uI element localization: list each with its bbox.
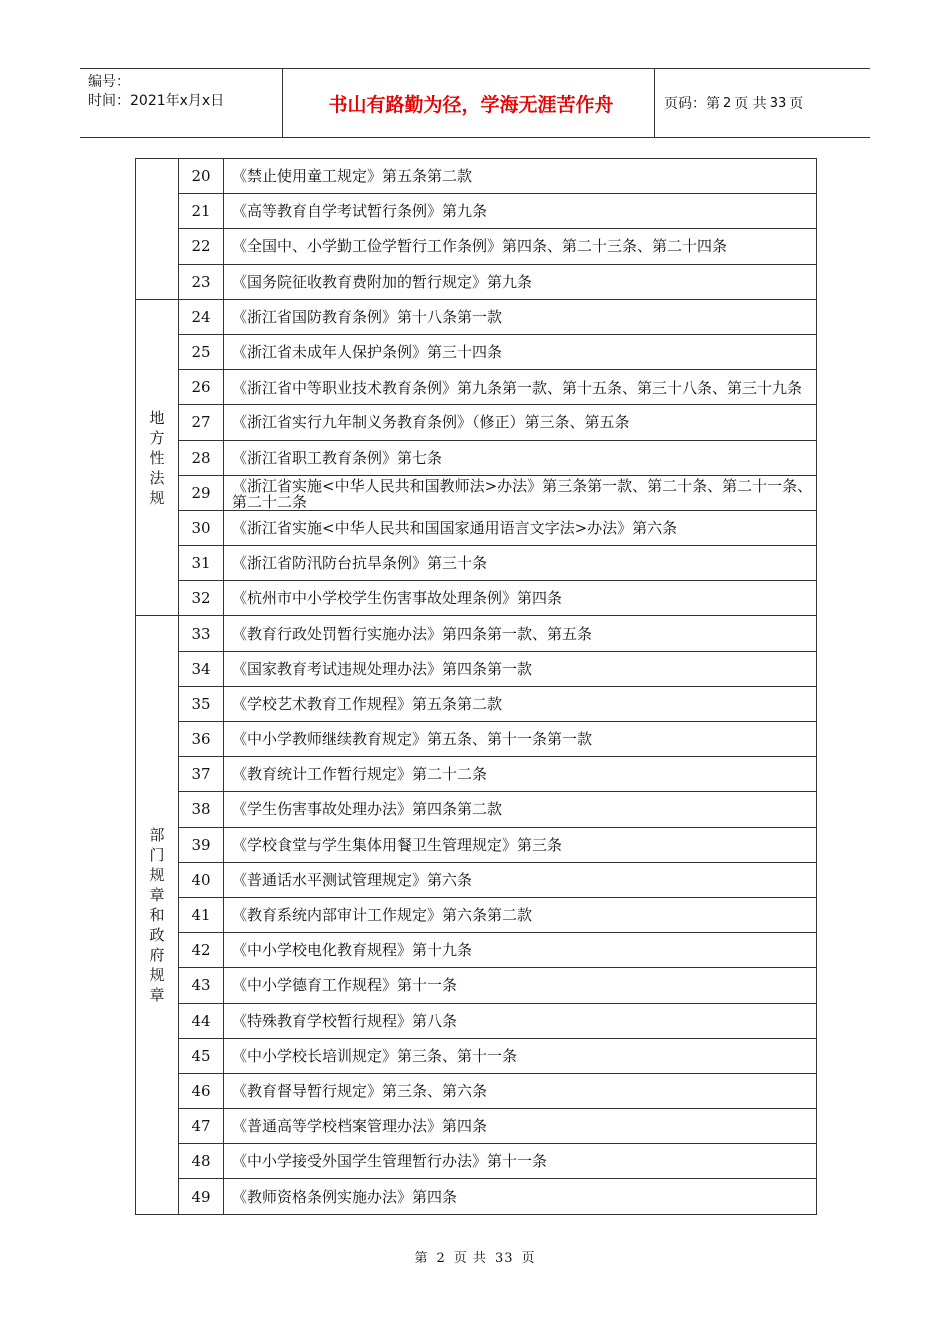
row-text: 《浙江省职工教育条例》第七条 <box>224 440 817 475</box>
row-number: 48 <box>179 1144 224 1179</box>
category-cell-blank <box>136 159 179 300</box>
category-cell-dept <box>136 616 179 1214</box>
row-number: 44 <box>179 1003 224 1038</box>
page-header <box>80 68 870 138</box>
table-row <box>136 405 817 440</box>
table-row <box>136 1073 817 1108</box>
row-number: 35 <box>179 686 224 721</box>
table-row <box>136 933 817 968</box>
header-meta <box>88 73 224 111</box>
row-text: 《中小学校长培训规定》第三条、第十一条 <box>224 1038 817 1073</box>
row-number: 36 <box>179 722 224 757</box>
footer-mid: 页 共 <box>453 1251 487 1266</box>
table-row <box>136 1038 817 1073</box>
table-row <box>136 264 817 299</box>
table-row <box>136 722 817 757</box>
table-row <box>136 651 817 686</box>
row-number: 39 <box>179 827 224 862</box>
table-row <box>136 616 817 651</box>
row-text: 《全国中、小学勤工俭学暂行工作条例》第四条、第二十三条、第二十四条 <box>224 229 817 264</box>
row-text: 《杭州市中小学校学生伤害事故处理条例》第四条 <box>224 581 817 616</box>
table-row <box>136 792 817 827</box>
row-text: 《普通话水平测试管理规定》第六条 <box>224 862 817 897</box>
row-number: 45 <box>179 1038 224 1073</box>
header-page-mid: 页 共 <box>734 96 767 112</box>
header-page-current: 2 <box>723 95 732 111</box>
row-number: 33 <box>179 616 224 651</box>
row-number: 25 <box>179 334 224 369</box>
table-row <box>136 968 817 1003</box>
row-number: 28 <box>179 440 224 475</box>
row-text: 《学校食堂与学生集体用餐卫生管理规定》第三条 <box>224 827 817 862</box>
row-text: 《学校艺术教育工作规程》第五条第二款 <box>224 686 817 721</box>
row-number: 31 <box>179 546 224 581</box>
row-text: 《国务院征收教育费附加的暂行规定》第九条 <box>224 264 817 299</box>
row-number: 24 <box>179 299 224 334</box>
table-row <box>136 299 817 334</box>
row-text: 《中小学接受外国学生管理暂行办法》第十一条 <box>224 1144 817 1179</box>
table-row <box>136 440 817 475</box>
row-number: 42 <box>179 933 224 968</box>
row-text: 《浙江省实施<中华人民共和国国家通用语言文字法>办法》第六条 <box>224 510 817 545</box>
row-text: 《中小学教师继续教育规定》第五条、第十一条第一款 <box>224 722 817 757</box>
table-row <box>136 1109 817 1144</box>
row-text: 《教育统计工作暂行规定》第二十二条 <box>224 757 817 792</box>
header-motto: 书山有路勤为径，学海无涯苦作舟 <box>328 93 614 116</box>
row-text: 《学生伤害事故处理办法》第四条第二款 <box>224 792 817 827</box>
header-divider <box>282 69 283 137</box>
row-text: 《禁止使用童工规定》第五条第二款 <box>224 159 817 194</box>
law-table-body <box>136 159 817 1215</box>
row-text: 《特殊教育学校暂行规程》第八条 <box>224 1003 817 1038</box>
row-number: 23 <box>179 264 224 299</box>
row-number: 43 <box>179 968 224 1003</box>
row-text: 《教育行政处罚暂行实施办法》第四条第一款、第五条 <box>224 616 817 651</box>
row-text: 《浙江省国防教育条例》第十八条第一款 <box>224 299 817 334</box>
row-number: 29 <box>179 475 224 510</box>
row-number: 27 <box>179 405 224 440</box>
row-text: 《教育督导暂行规定》第三条、第六条 <box>224 1073 817 1108</box>
table-row <box>136 827 817 862</box>
table-row <box>136 862 817 897</box>
row-number: 38 <box>179 792 224 827</box>
row-number: 37 <box>179 757 224 792</box>
row-number: 30 <box>179 510 224 545</box>
footer-page-total: 33 <box>494 1251 514 1266</box>
row-number: 26 <box>179 370 224 405</box>
table-row <box>136 546 817 581</box>
table-row <box>136 159 817 194</box>
table-row <box>136 510 817 545</box>
row-text: 《浙江省中等职业技术教育条例》第九条第一款、第十五条、第三十八条、第三十九条 <box>224 370 817 405</box>
row-number: 41 <box>179 897 224 932</box>
footer-page-current: 2 <box>436 1251 446 1266</box>
row-number: 21 <box>179 194 224 229</box>
row-number: 22 <box>179 229 224 264</box>
row-number: 32 <box>179 581 224 616</box>
page-footer <box>0 1247 950 1266</box>
row-text: 《浙江省防汛防台抗旱条例》第三十条 <box>224 546 817 581</box>
row-text: 《浙江省实施<中华人民共和国教师法>办法》第三条第一款、第二十条、第二十一条、第二十二条 <box>224 475 817 510</box>
header-code-label: 编号： <box>88 74 130 90</box>
law-table <box>135 158 817 1215</box>
category-label-dept: 部门规章和政府规章 <box>149 826 165 1005</box>
table-row <box>136 194 817 229</box>
category-cell-local <box>136 299 179 616</box>
table-row <box>136 686 817 721</box>
table-row <box>136 1003 817 1038</box>
row-number: 20 <box>179 159 224 194</box>
table-row <box>136 757 817 792</box>
table-row <box>136 1144 817 1179</box>
table-row <box>136 897 817 932</box>
table-row <box>136 475 817 510</box>
header-page-total: 33 <box>769 95 787 111</box>
row-number: 46 <box>179 1073 224 1108</box>
row-text: 《高等教育自学考试暂行条例》第九条 <box>224 194 817 229</box>
footer-suffix: 页 <box>521 1251 536 1266</box>
header-page-suffix: 页 <box>789 96 804 112</box>
header-divider <box>654 69 655 137</box>
header-time-label: 时间：2021年x月x日 <box>88 93 225 109</box>
header-page-prefix: 页码：第 <box>664 96 720 112</box>
row-text: 《浙江省实行九年制义务教育条例》（修正）第三条、第五条 <box>224 405 817 440</box>
category-label-local: 地方性法规 <box>149 408 165 507</box>
row-number: 47 <box>179 1109 224 1144</box>
table-row <box>136 370 817 405</box>
row-text: 《中小学德育工作规程》第十一条 <box>224 968 817 1003</box>
table-row <box>136 581 817 616</box>
row-text: 《教育系统内部审计工作规定》第六条第二款 <box>224 897 817 932</box>
row-text: 《中小学校电化教育规程》第十九条 <box>224 933 817 968</box>
row-number: 34 <box>179 651 224 686</box>
row-text: 《浙江省未成年人保护条例》第三十四条 <box>224 334 817 369</box>
table-row <box>136 334 817 369</box>
row-text: 《普通高等学校档案管理办法》第四条 <box>224 1109 817 1144</box>
table-row <box>136 1179 817 1214</box>
row-text: 《国家教育考试违规处理办法》第四条第一款 <box>224 651 817 686</box>
row-number: 40 <box>179 862 224 897</box>
row-number: 49 <box>179 1179 224 1214</box>
row-text: 《教师资格条例实施办法》第四条 <box>224 1179 817 1214</box>
header-page-info <box>664 69 803 137</box>
table-row <box>136 229 817 264</box>
footer-prefix: 第 <box>414 1251 429 1266</box>
